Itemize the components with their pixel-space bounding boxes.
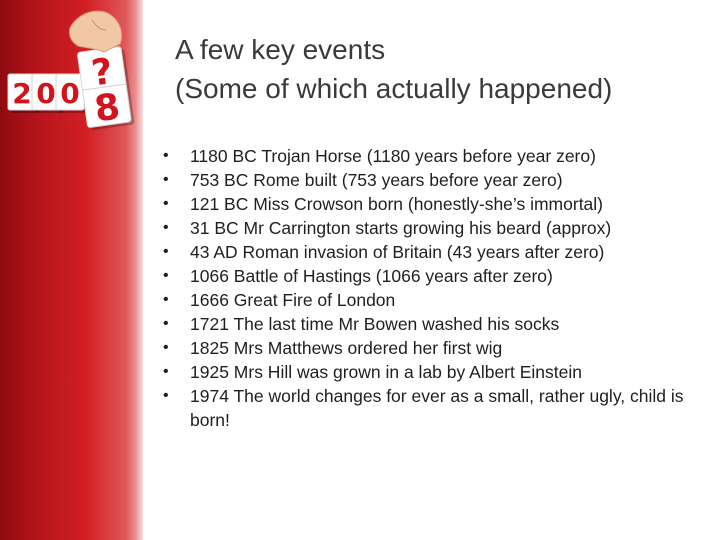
logo-digit-2: 2	[12, 77, 32, 110]
logo-digit-0: 0	[36, 77, 56, 110]
events-list	[163, 144, 708, 432]
title-line-1: A few key events	[175, 34, 386, 65]
bullet-icon: •	[163, 339, 169, 356]
event-text: 121 BC Miss Crowson born (honestly-she’s immortal)	[190, 194, 604, 214]
bullet-icon: •	[163, 267, 169, 284]
event-item	[163, 264, 708, 288]
bullet-icon: •	[163, 363, 169, 380]
event-item	[163, 192, 708, 216]
event-text: 1721 The last time Mr Bowen washed his socks	[190, 314, 560, 334]
event-item	[163, 384, 708, 432]
event-item	[163, 336, 708, 360]
event-text: 1066 Battle of Hastings (1066 years after zero)	[190, 266, 553, 286]
event-text: 43 AD Roman invasion of Britain (43 years after zero)	[190, 242, 605, 262]
event-item	[163, 216, 708, 240]
bullet-icon: •	[163, 171, 169, 188]
bullet-icon: •	[163, 195, 169, 212]
event-text: 1974 The world changes for ever as a small, rather ugly, child is born!	[190, 386, 684, 430]
event-text: 1925 Mrs Hill was grown in a lab by Albert Einstein	[190, 362, 582, 382]
event-text: 1825 Mrs Matthews ordered her first wig	[190, 338, 503, 358]
logo-digit-8: 8	[92, 86, 123, 131]
event-text: 1180 BC Trojan Horse (1180 years before year zero)	[190, 146, 596, 166]
event-item	[163, 168, 708, 192]
bullet-icon: •	[163, 387, 169, 404]
hand-icon	[69, 11, 121, 52]
slide-title	[175, 30, 705, 108]
bullet-icon: •	[163, 243, 169, 260]
logo-digit-0b: 0	[60, 77, 80, 110]
year-cards-logo	[0, 0, 143, 140]
event-item	[163, 240, 708, 264]
event-text: 753 BC Rome built (753 years before year zero)	[190, 170, 563, 190]
bullet-icon: •	[163, 219, 169, 236]
event-item	[163, 312, 708, 336]
bullet-icon: •	[163, 147, 169, 164]
event-item	[163, 144, 708, 168]
title-line-2: (Some of which actually happened)	[175, 73, 613, 104]
event-text: 31 BC Mr Carrington starts growing his beard (approx)	[190, 218, 612, 238]
event-item	[163, 360, 708, 384]
event-item	[163, 288, 708, 312]
logo-digit-question: ?	[89, 51, 116, 95]
event-text: 1666 Great Fire of London	[190, 290, 396, 310]
bullet-icon: •	[163, 291, 169, 308]
bullet-icon: •	[163, 315, 169, 332]
